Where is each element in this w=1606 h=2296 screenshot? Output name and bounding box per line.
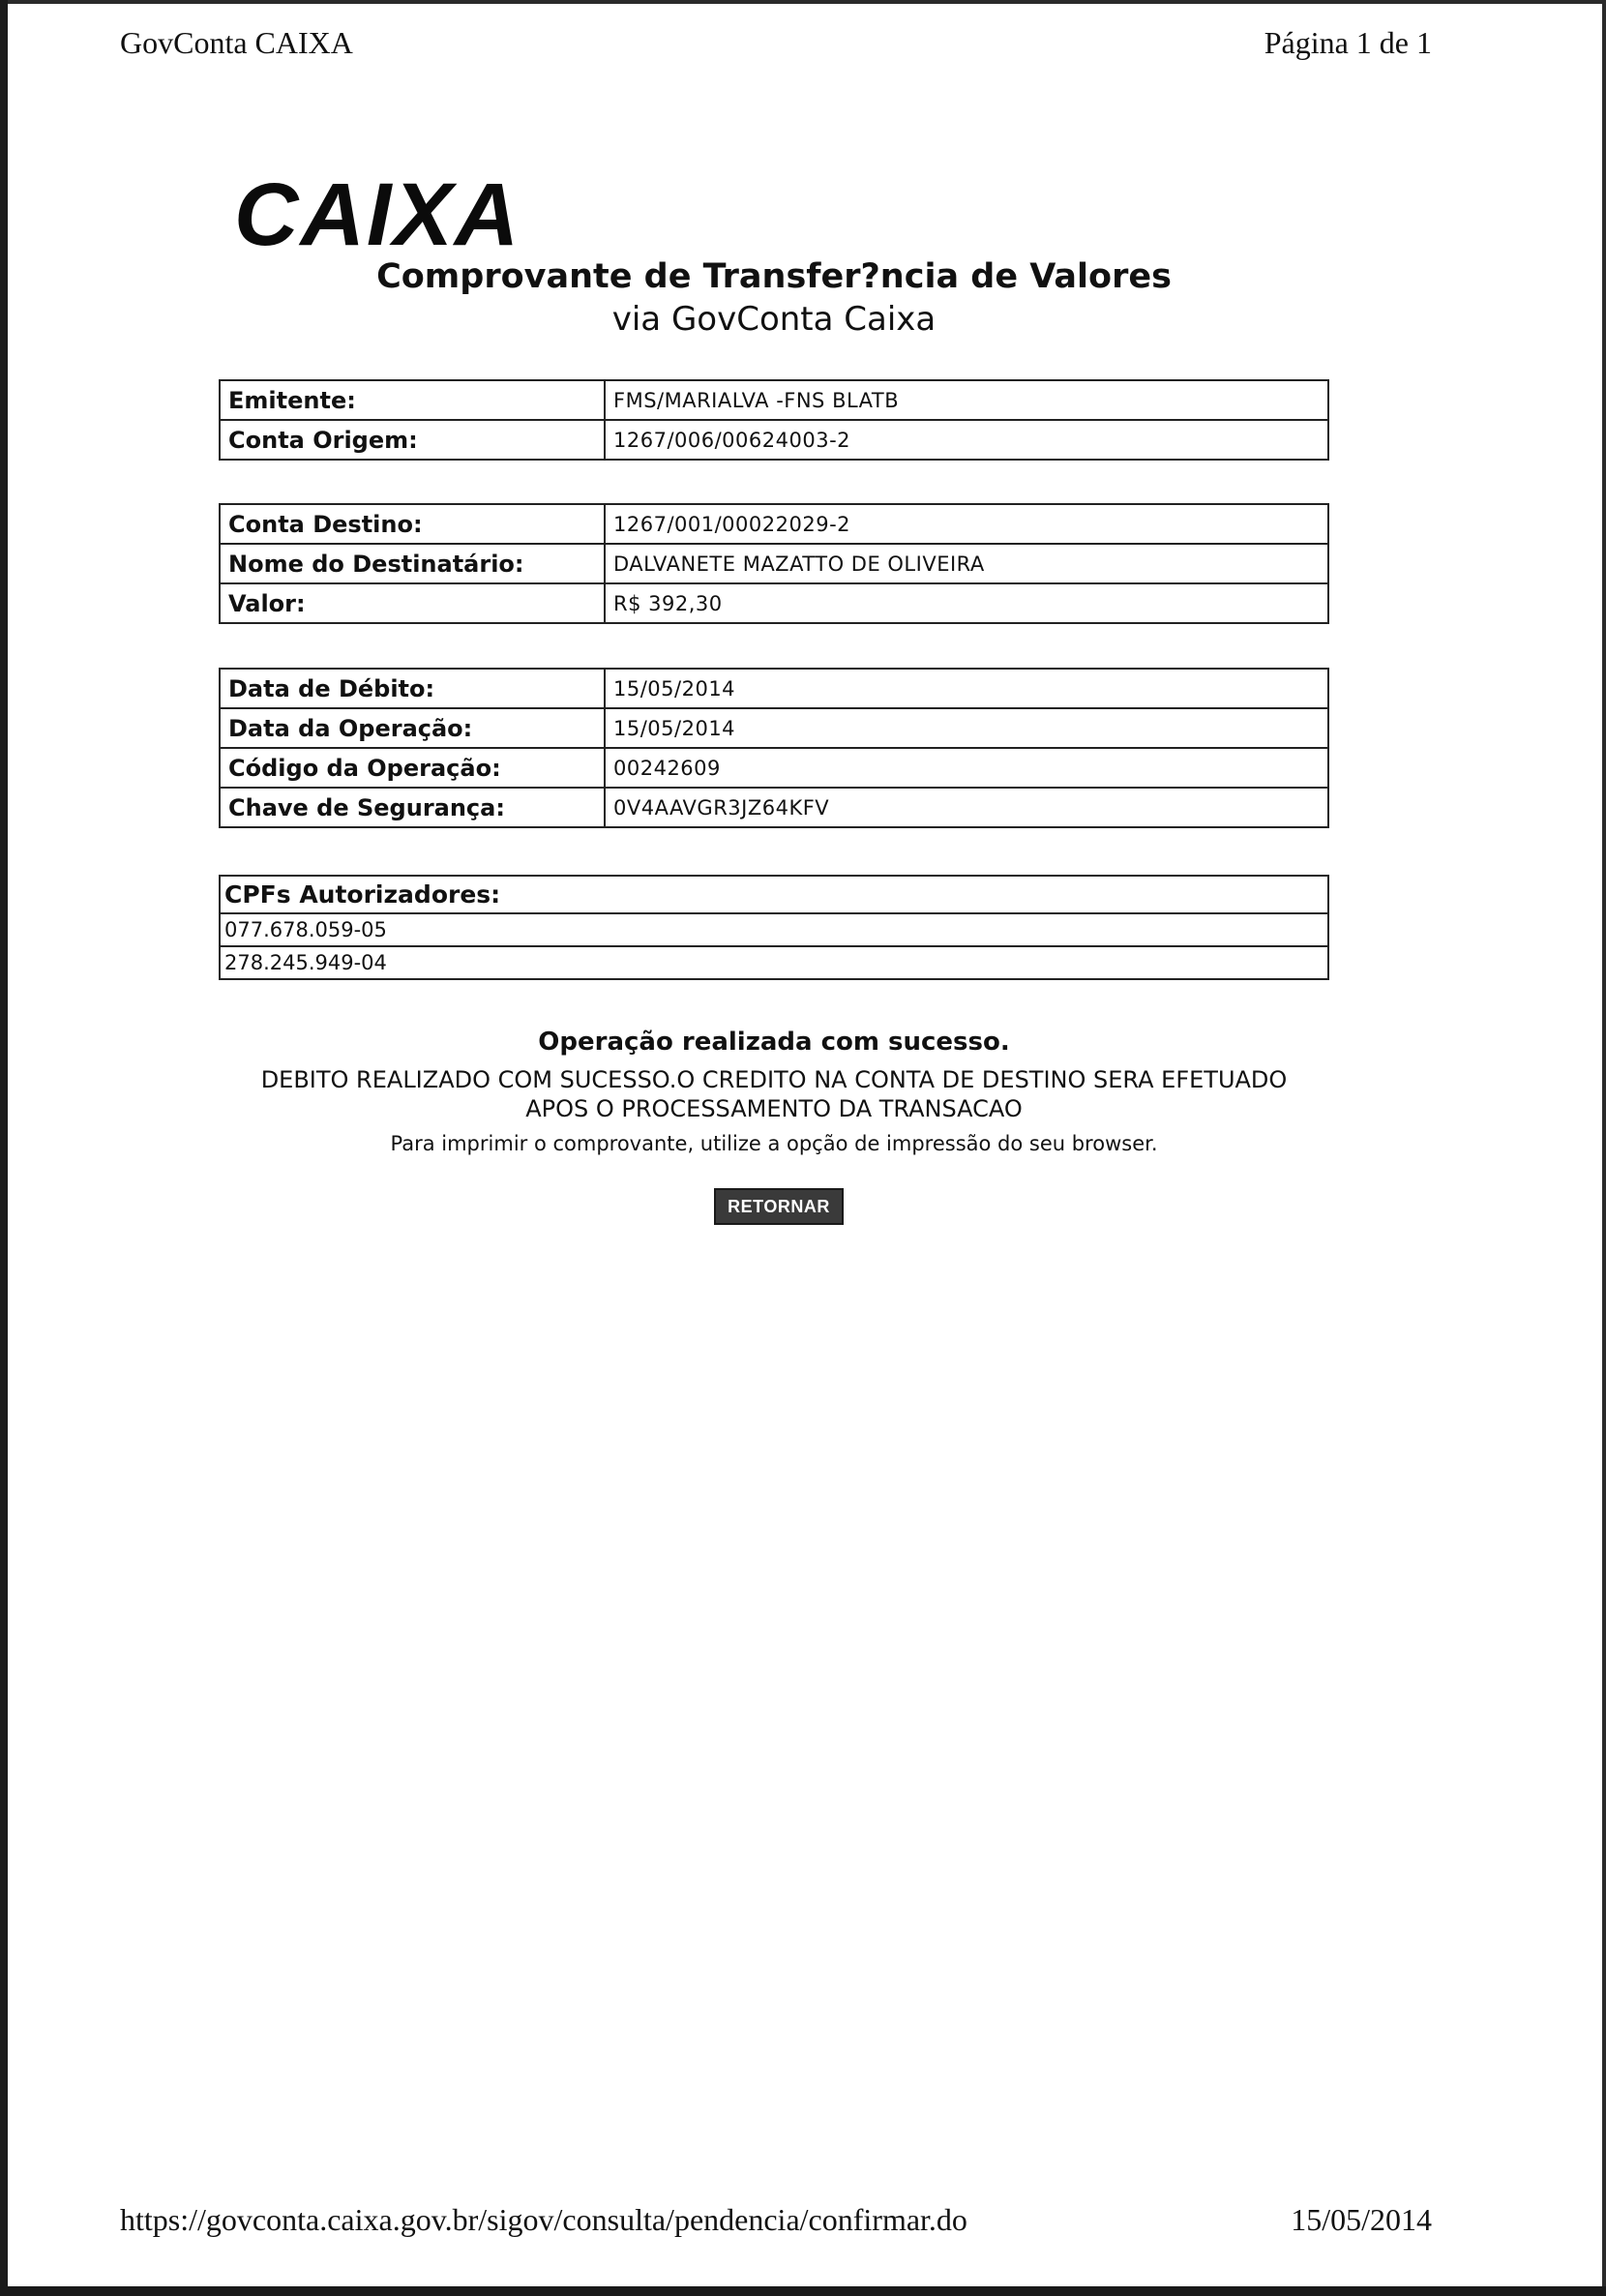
page-title: Comprovante de Transfer?ncia de Valores <box>376 257 1172 296</box>
field-label: Conta Origem: <box>220 420 605 460</box>
table-row <box>220 876 1328 913</box>
print-header-page: Página 1 de 1 <box>1264 25 1432 60</box>
field-value: DALVANETE MAZATTO DE OLIVEIRA <box>605 544 1328 583</box>
scan-border-right <box>1602 0 1606 2296</box>
field-label: Conta Destino: <box>220 504 605 544</box>
table-row <box>220 946 1328 979</box>
print-header-title: GovConta CAIXA <box>120 25 353 60</box>
field-label: Código da Operação: <box>220 748 605 788</box>
cpf-heading: CPFs Autorizadores: <box>220 876 1328 913</box>
page-subtitle: via GovConta Caixa <box>611 300 937 339</box>
table-row <box>220 748 1328 788</box>
field-value: 1267/001/00022029-2 <box>605 504 1328 544</box>
success-message: Operação realizada com sucesso. <box>538 1028 1010 1057</box>
print-footer-date: 15/05/2014 <box>1291 2202 1432 2237</box>
field-value: R$ 392,30 <box>605 583 1328 623</box>
table-row <box>220 420 1328 460</box>
cpf-value: 077.678.059-05 <box>220 913 1328 946</box>
caixa-logo: CAIXA <box>234 165 521 264</box>
field-value: 00242609 <box>605 748 1328 788</box>
cpf-table <box>219 875 1329 980</box>
print-footer-url: https://govconta.caixa.gov.br/sigov/consulta/pendencia/confirmar.do <box>120 2202 967 2237</box>
field-label: Emitente: <box>220 380 605 420</box>
field-label: Valor: <box>220 583 605 623</box>
debit-message-line1: DEBITO REALIZADO COM SUCESSO.O CREDITO NA CONTA DE DESTINO SERA EFETUADO <box>260 1066 1288 1093</box>
table-row <box>220 669 1328 708</box>
cpf-value: 278.245.949-04 <box>220 946 1328 979</box>
field-label: Chave de Segurança: <box>220 788 605 827</box>
scan-border-top <box>0 0 1606 4</box>
field-value: 15/05/2014 <box>605 669 1328 708</box>
field-value: 0V4AAVGR3JZ64KFV <box>605 788 1328 827</box>
table-row <box>220 504 1328 544</box>
debit-message-line2: APOS O PROCESSAMENTO DA TRANSACAO <box>525 1095 1023 1122</box>
print-hint: Para imprimir o comprovante, utilize a opção de impressão do seu browser. <box>390 1132 1158 1155</box>
table-row <box>220 788 1328 827</box>
field-label: Nome do Destinatário: <box>220 544 605 583</box>
field-value: FMS/MARIALVA -FNS BLATB <box>605 380 1328 420</box>
scan-border-bottom <box>0 2286 1606 2296</box>
origin-table <box>219 379 1329 461</box>
table-row <box>220 544 1328 583</box>
destination-table <box>219 503 1329 624</box>
field-value: 15/05/2014 <box>605 708 1328 748</box>
field-label: Data de Débito: <box>220 669 605 708</box>
return-button[interactable]: RETORNAR <box>714 1188 844 1225</box>
table-row <box>220 380 1328 420</box>
field-label: Data da Operação: <box>220 708 605 748</box>
table-row <box>220 913 1328 946</box>
field-value: 1267/006/00624003-2 <box>605 420 1328 460</box>
operation-table <box>219 668 1329 828</box>
table-row <box>220 583 1328 623</box>
table-row <box>220 708 1328 748</box>
